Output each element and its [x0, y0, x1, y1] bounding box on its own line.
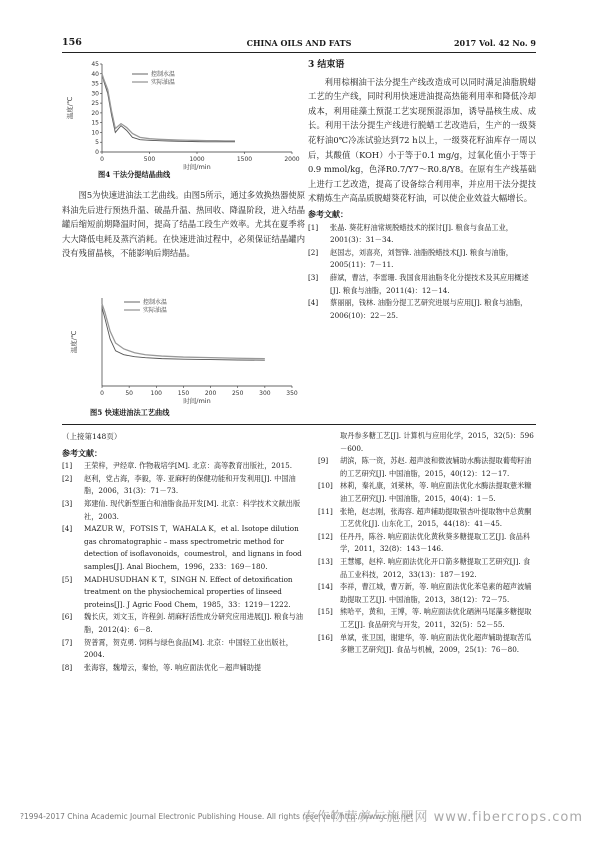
x-tick-label: 150: [177, 390, 190, 397]
section-rule: [62, 424, 536, 425]
reference-item: [62, 637, 305, 662]
reference-number: [16]: [318, 632, 333, 642]
x-axis-label: 时间/min: [183, 397, 211, 405]
reference-item: [318, 632, 536, 657]
reference-text: 薛斌，曹洁，李雷珊. 我国食用油脂冬化分提技术及其应用概述[J]. 粮食与油脂，2011(4)：12－14.: [330, 272, 529, 295]
reference-text: 李祥，曹江城，曹万新，等. 响应面法优化苯皂素的超声波辅助提取工艺[J]. 中国油脂，2013，38(12)：72－75.: [340, 582, 532, 604]
series-line-1: [102, 308, 265, 360]
reference-item: [308, 272, 536, 297]
reference-number: [1]: [62, 461, 73, 471]
x-tick-label: 0: [100, 390, 104, 397]
reference-text: 熊哈平，黄和，王博，等. 响应面法优化硒洲马尾藻多糖提取工艺[J]. 食品研究与开发，2011，32(5)：52－55.: [340, 607, 532, 629]
reference-number: [3]: [308, 272, 319, 282]
journal-volume: 2017 Vol. 42 No. 9: [453, 38, 536, 48]
reference-text: 蔡丽丽，钱林. 油脂分提工艺研究进展与应用[J]. 粮食与油脂，2006(10)：22－25.: [330, 298, 528, 320]
figure-5: [62, 290, 302, 408]
reference-item: [62, 460, 305, 473]
page-number: 156: [62, 37, 82, 48]
bottom-reference-list-left: [62, 460, 305, 674]
reference-number: [13]: [318, 556, 333, 566]
reference-list: [308, 222, 536, 323]
legend-label: 实际油温: [151, 79, 176, 86]
reference-number: [1]: [308, 222, 319, 232]
figure-4-chart: [62, 58, 302, 170]
reference-text: 郑建仙. 现代新型蛋白和油脂食品开发[M]. 北京：科学技术文献出版社，2003.: [84, 498, 301, 521]
reference-text: 单斌，张卫国，谢建华，等. 响应面法优化超声辅助提取苦瓜多糖工艺研究[J]. 食品与机械，2009，25(1)：76－80.: [340, 632, 532, 655]
reference-item: [62, 574, 305, 612]
continued-note: （上接第148页）: [62, 432, 122, 441]
reference-item: [62, 523, 305, 573]
x-tick-label: 200: [204, 390, 217, 397]
reference-number: [3]: [62, 498, 73, 508]
reference-text: 贺普霄，贺克勇. 饲料与绿色食品[M]. 北京：中国轻工业出版社，2004.: [84, 637, 293, 660]
reference-text: 王荣梓，尹经章. 作物栽培学[M]. 北京：高等教育出版社，2015.: [84, 461, 292, 471]
x-axis-label: 时间/min: [183, 163, 211, 170]
x-tick-label: 350: [286, 390, 298, 397]
figure-5-chart: [62, 290, 302, 408]
figure-5-caption: 图5 快速进油法工艺曲线: [90, 408, 170, 417]
y-tick-label: 45: [91, 61, 99, 68]
reference-item: [318, 556, 536, 581]
reference-number: [11]: [318, 506, 333, 516]
copyright-footer: ?1994-2017 China Academic Journal Electronic Publishing House. All rights reserved. http://www.cnki.net: [20, 812, 414, 821]
reference-item: [318, 506, 536, 531]
reference-text: 赵利，党占海，李毅，等. 亚麻籽的保健功能和开发利用[J]. 中国油脂，2006，31(3)：71－73.: [84, 473, 296, 496]
reference-text: 王慧娜，赵梓. 响应面法优化开口箭多糖提取工艺研究[J]. 食品工业科技，2012，33(13)：187－192.: [340, 556, 531, 579]
reference-number: [7]: [62, 637, 73, 647]
reference-text: 取丹参多糖工艺[J]. 计算机与应用化学，2015，32(5)：596－600.: [340, 431, 534, 453]
legend-label: 控制水温: [151, 71, 176, 78]
page-header: [62, 37, 536, 51]
conclusion-text: 利用棕榈油干法分提生产线改造成可以同时满足油脂脱蜡工艺的生产线，同时利用快速进油提高热能利用率和降低冷却成本，利用硅藻土预混工艺实现预混添加，诱导晶核生成、成长。利用干法分提生产线进行脱蜡工艺改造后，生产的一级葵花籽油0℃冷冻试验达到72 h以上，一级葵花籽油库存一周以后，其酸值（KOH）小于等于0.1 mg/g，过氧化值小于等于0.9 mmol/kg，色泽R0.7/Y7～R0.8/Y8。在原有生产线基础上进行工艺改造，提高了设备综合利用率，并应用干法分提技术精炼生产高品质脱蜡葵花籽油，可以使企业效益大幅增长。: [308, 76, 536, 204]
legend-label: 实际油温: [143, 307, 168, 314]
y-tick-label: 20: [91, 109, 99, 117]
reference-number: [10]: [318, 481, 333, 491]
y-tick-label: 40: [91, 70, 99, 78]
reference-number: [9]: [318, 456, 329, 466]
series-line-2: [102, 304, 265, 359]
reference-text: 胡滨，陈一资，苏赵. 超声波和微波辅助水酶法提取葡萄籽油的工艺研究[J]. 中国油脂，2015，40(12)：12－17.: [340, 456, 532, 478]
fig5-description: 图5为快速进油法工艺曲线。由图5所示，通过多效换热器使原料油先后进行预热升温、破晶升温、热回收、降温阶段，进入结晶罐后缩短前期降温时间，提高了结晶工段生产效率。尤其在夏季将大大降低电耗及蒸汽消耗。在快速进油过程中，必须保证结晶罐内没有残留晶核，不能影响后期结晶。: [62, 190, 305, 259]
watermark: 农作物营养与施肥网 www.fibercrops.com: [302, 810, 583, 825]
bottom-reference-list-right: [318, 430, 536, 657]
reference-text: MADHUSUDHAN K T，SINGH N. Effect of detoxification treatment on the physiochemical properties of linseed proteins[J]. J Agric Food Chem，1985，33：1219－1222.: [84, 574, 293, 609]
reference-item: [62, 473, 305, 498]
reference-text: 张艳，赵志刚，张海容. 超声辅助提取银杏叶提取物中总黄酮工艺优化[J]. 山东化工，2015，44(18)：41－45.: [340, 506, 532, 529]
figure-4-caption: 图4 干法分提结晶曲线: [98, 170, 171, 179]
y-tick-label: 5: [95, 139, 99, 147]
reference-item: [318, 581, 536, 606]
reference-item: [318, 531, 536, 556]
journal-name: CHINA OILS AND FATS: [246, 38, 352, 48]
reference-item: [62, 662, 305, 675]
reference-number: [12]: [318, 531, 333, 541]
y-tick-label: 10: [91, 129, 99, 137]
y-axis-label: 温度/℃: [66, 96, 74, 120]
reference-number: [4]: [62, 524, 73, 534]
figure-4: [62, 58, 302, 170]
reference-number: [14]: [318, 582, 333, 592]
reference-number: [2]: [308, 247, 319, 257]
reference-text: 赵国志，刘喜亮，刘智锋. 油脂脱蜡技术[J]. 粮食与油脂，2005(11)：7－11.: [330, 247, 513, 270]
x-tick-label: 1500: [236, 156, 253, 163]
reference-item: [318, 480, 536, 505]
reference-text: MAZUR W，FOTSIS T，WAHALA K，et al. Isotope dilution gas chromatographic – mass spectrometric method for detection of isoflavonoids，coumestrol，and lignans in food samples[J]. Anal Biochem，1996，233：169－180.: [84, 524, 302, 571]
x-tick-label: 250: [231, 390, 244, 397]
reference-number: [5]: [62, 574, 73, 584]
y-tick-label: 35: [91, 80, 99, 88]
reference-text: 魏长庆，刘文玉，许程剑. 胡麻籽活性成分研究应用进展[J]. 粮食与油脂，2012(4)：6－8.: [84, 612, 303, 634]
legend-label: 控制水温: [143, 299, 168, 306]
reference-text: 张晶. 葵花籽油常规脱蜡技术的探讨[J]. 粮食与食品工业，2001(3)：31－34.: [330, 222, 513, 245]
reference-item: [318, 430, 536, 455]
conclusion-heading: 3 结束语: [308, 60, 345, 70]
x-tick-label: 50: [125, 390, 133, 397]
reference-item: [318, 455, 536, 480]
reference-item: [62, 498, 305, 523]
y-axis-label: 温度/℃: [70, 330, 78, 354]
x-tick-label: 1000: [189, 156, 205, 163]
reference-item: [308, 222, 536, 247]
x-tick-label: 500: [143, 156, 156, 163]
reference-number: [4]: [308, 298, 319, 308]
reference-number: [6]: [62, 612, 73, 622]
bottom-references-heading: 参考文献：: [62, 447, 102, 458]
y-tick-label: 30: [91, 90, 99, 98]
bottom-left-column: [62, 430, 305, 674]
y-tick-label: 0: [95, 149, 99, 156]
right-column: [308, 58, 536, 322]
reference-item: [308, 297, 536, 322]
reference-text: 林莉，秦礼康，刘莱林，等. 响应面法优化水酶法提取薏米糠油工艺研究[J]. 中国油脂，2015，40(4)：1－5.: [340, 481, 532, 503]
reference-number: [15]: [318, 607, 333, 617]
reference-item: [308, 247, 536, 272]
bottom-right-column: [318, 430, 536, 657]
x-tick-label: 100: [150, 390, 163, 397]
references-heading: 参考文献：: [308, 208, 348, 219]
y-tick-label: 15: [91, 119, 99, 127]
x-tick-label: 300: [259, 390, 271, 397]
reference-number: [2]: [62, 473, 73, 483]
y-tick-label: 25: [91, 100, 99, 108]
reference-number: [8]: [62, 662, 73, 672]
reference-item: [318, 606, 536, 631]
x-tick-label: 2000: [284, 156, 300, 163]
reference-text: 任丹丹，陈谷. 响应面法优化黄秋葵多糖提取工艺[J]. 食品科学，2011，32(8)：143－146.: [340, 531, 531, 554]
reference-item: [62, 611, 305, 636]
left-column-text: [62, 188, 305, 261]
header-rule: [62, 52, 536, 53]
x-tick-label: 0: [100, 156, 104, 163]
reference-text: 张海容，魏增云，秦怡，等. 响应面法优化－超声辅助提: [84, 662, 262, 672]
